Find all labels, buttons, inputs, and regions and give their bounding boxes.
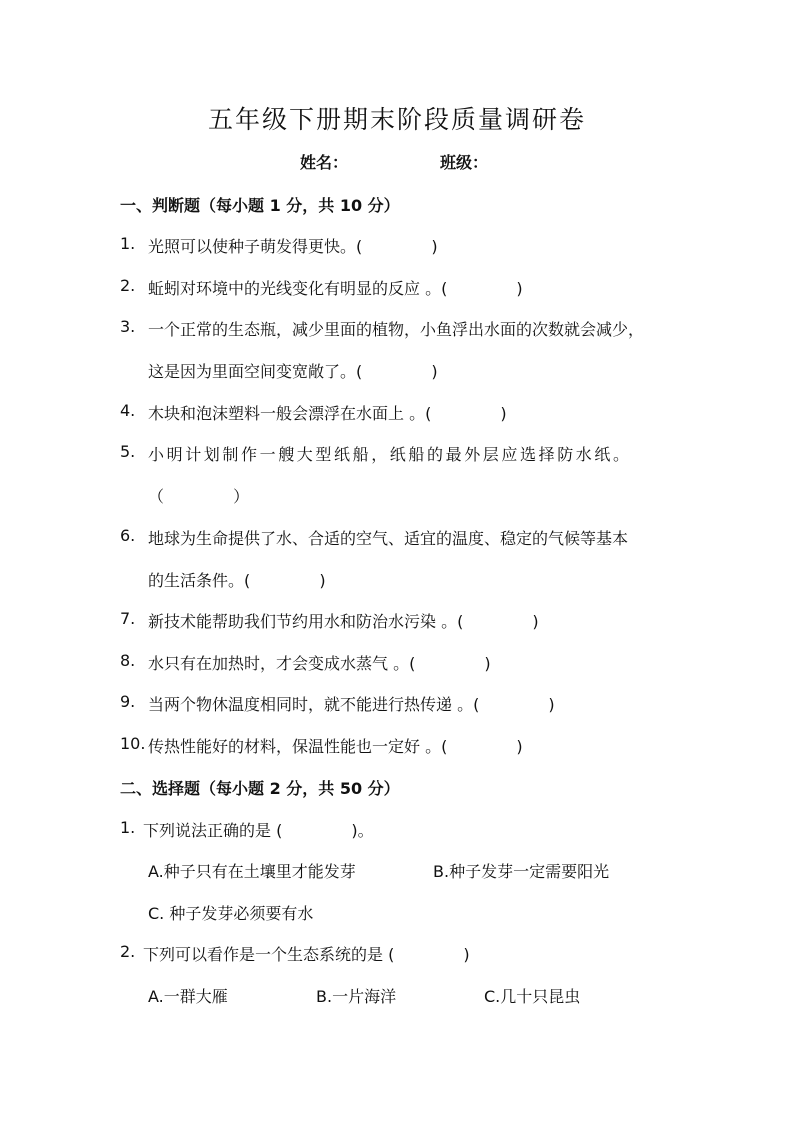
- question-number: 9.: [120, 692, 136, 711]
- choice-1-option-a: A.种子只有在土壤里才能发芽: [148, 862, 356, 881]
- question-number: 6.: [120, 526, 136, 545]
- section-heading-judgement: 一、判断题（每小题 1 分，共 10 分）: [120, 196, 400, 215]
- page-title: 五年级下册期末阶段质量调研卷: [207, 105, 586, 134]
- class-label: 班级：: [440, 153, 489, 172]
- question-text: 传热性能好的材料，保温性能也一定好 。( ): [148, 737, 523, 756]
- question-3-continuation: 这是因为里面空间变宽敞了。( ): [148, 362, 438, 381]
- question-number: 5.: [120, 442, 136, 461]
- question-text: 当两个物休温度相同时，就不能进行热传递 。( ): [148, 695, 555, 714]
- question-text: 下列说法正确的是 ( )。: [143, 821, 374, 840]
- question-number: 3.: [120, 317, 136, 336]
- question-text: 下列可以看作是一个生态系统的是 ( ): [143, 945, 470, 964]
- question-text: 木块和泡沫塑料一般会漂浮在水面上 。( ): [148, 404, 507, 423]
- question-number: 2.: [120, 276, 136, 295]
- choice-2-option-c: C.几十只昆虫: [484, 987, 581, 1006]
- section-heading-choice: 二、选择题（每小题 2 分，共 50 分）: [120, 779, 400, 798]
- question-number: 1.: [120, 818, 136, 837]
- question-text: 新技术能帮助我们节约用水和防治水污染 。( ): [148, 612, 539, 631]
- question-number: 7.: [120, 609, 136, 628]
- choice-2-option-a: A.一群大雁: [148, 987, 228, 1006]
- question-text: 水只有在加热时，才会变成水蒸气 。( ): [148, 654, 491, 673]
- question-5-continuation: （ ）: [148, 487, 250, 506]
- question-number: 8.: [120, 651, 136, 670]
- question-text: 地球为生命提供了水、合适的空气、适宜的温度、稳定的气候等基本: [148, 529, 629, 548]
- choice-2-option-b: B.一片海洋: [316, 987, 397, 1006]
- question-number: 2.: [120, 942, 136, 961]
- name-label: 姓名：: [300, 153, 349, 172]
- question-number: 10.: [120, 734, 146, 753]
- question-text: 蚯蚓对环境中的光线变化有明显的反应 。( ): [148, 279, 523, 298]
- question-text: 小明计划制作一艘大型纸船，纸船的最外层应选择防水纸。: [148, 445, 632, 464]
- question-text: 一个正常的生态瓶，减少里面的植物，小鱼浮出水面的次数就会减少，: [148, 320, 645, 339]
- question-number: 4.: [120, 401, 136, 420]
- question-6-continuation: 的生活条件。( ): [148, 571, 326, 590]
- question-number: 1.: [120, 234, 136, 253]
- choice-1-option-b: B.种子发芽一定需要阳光: [433, 862, 610, 881]
- question-text: 光照可以使种子萌发得更快。( ): [148, 237, 438, 256]
- choice-1-option-c: C. 种子发芽必须要有水: [148, 904, 314, 923]
